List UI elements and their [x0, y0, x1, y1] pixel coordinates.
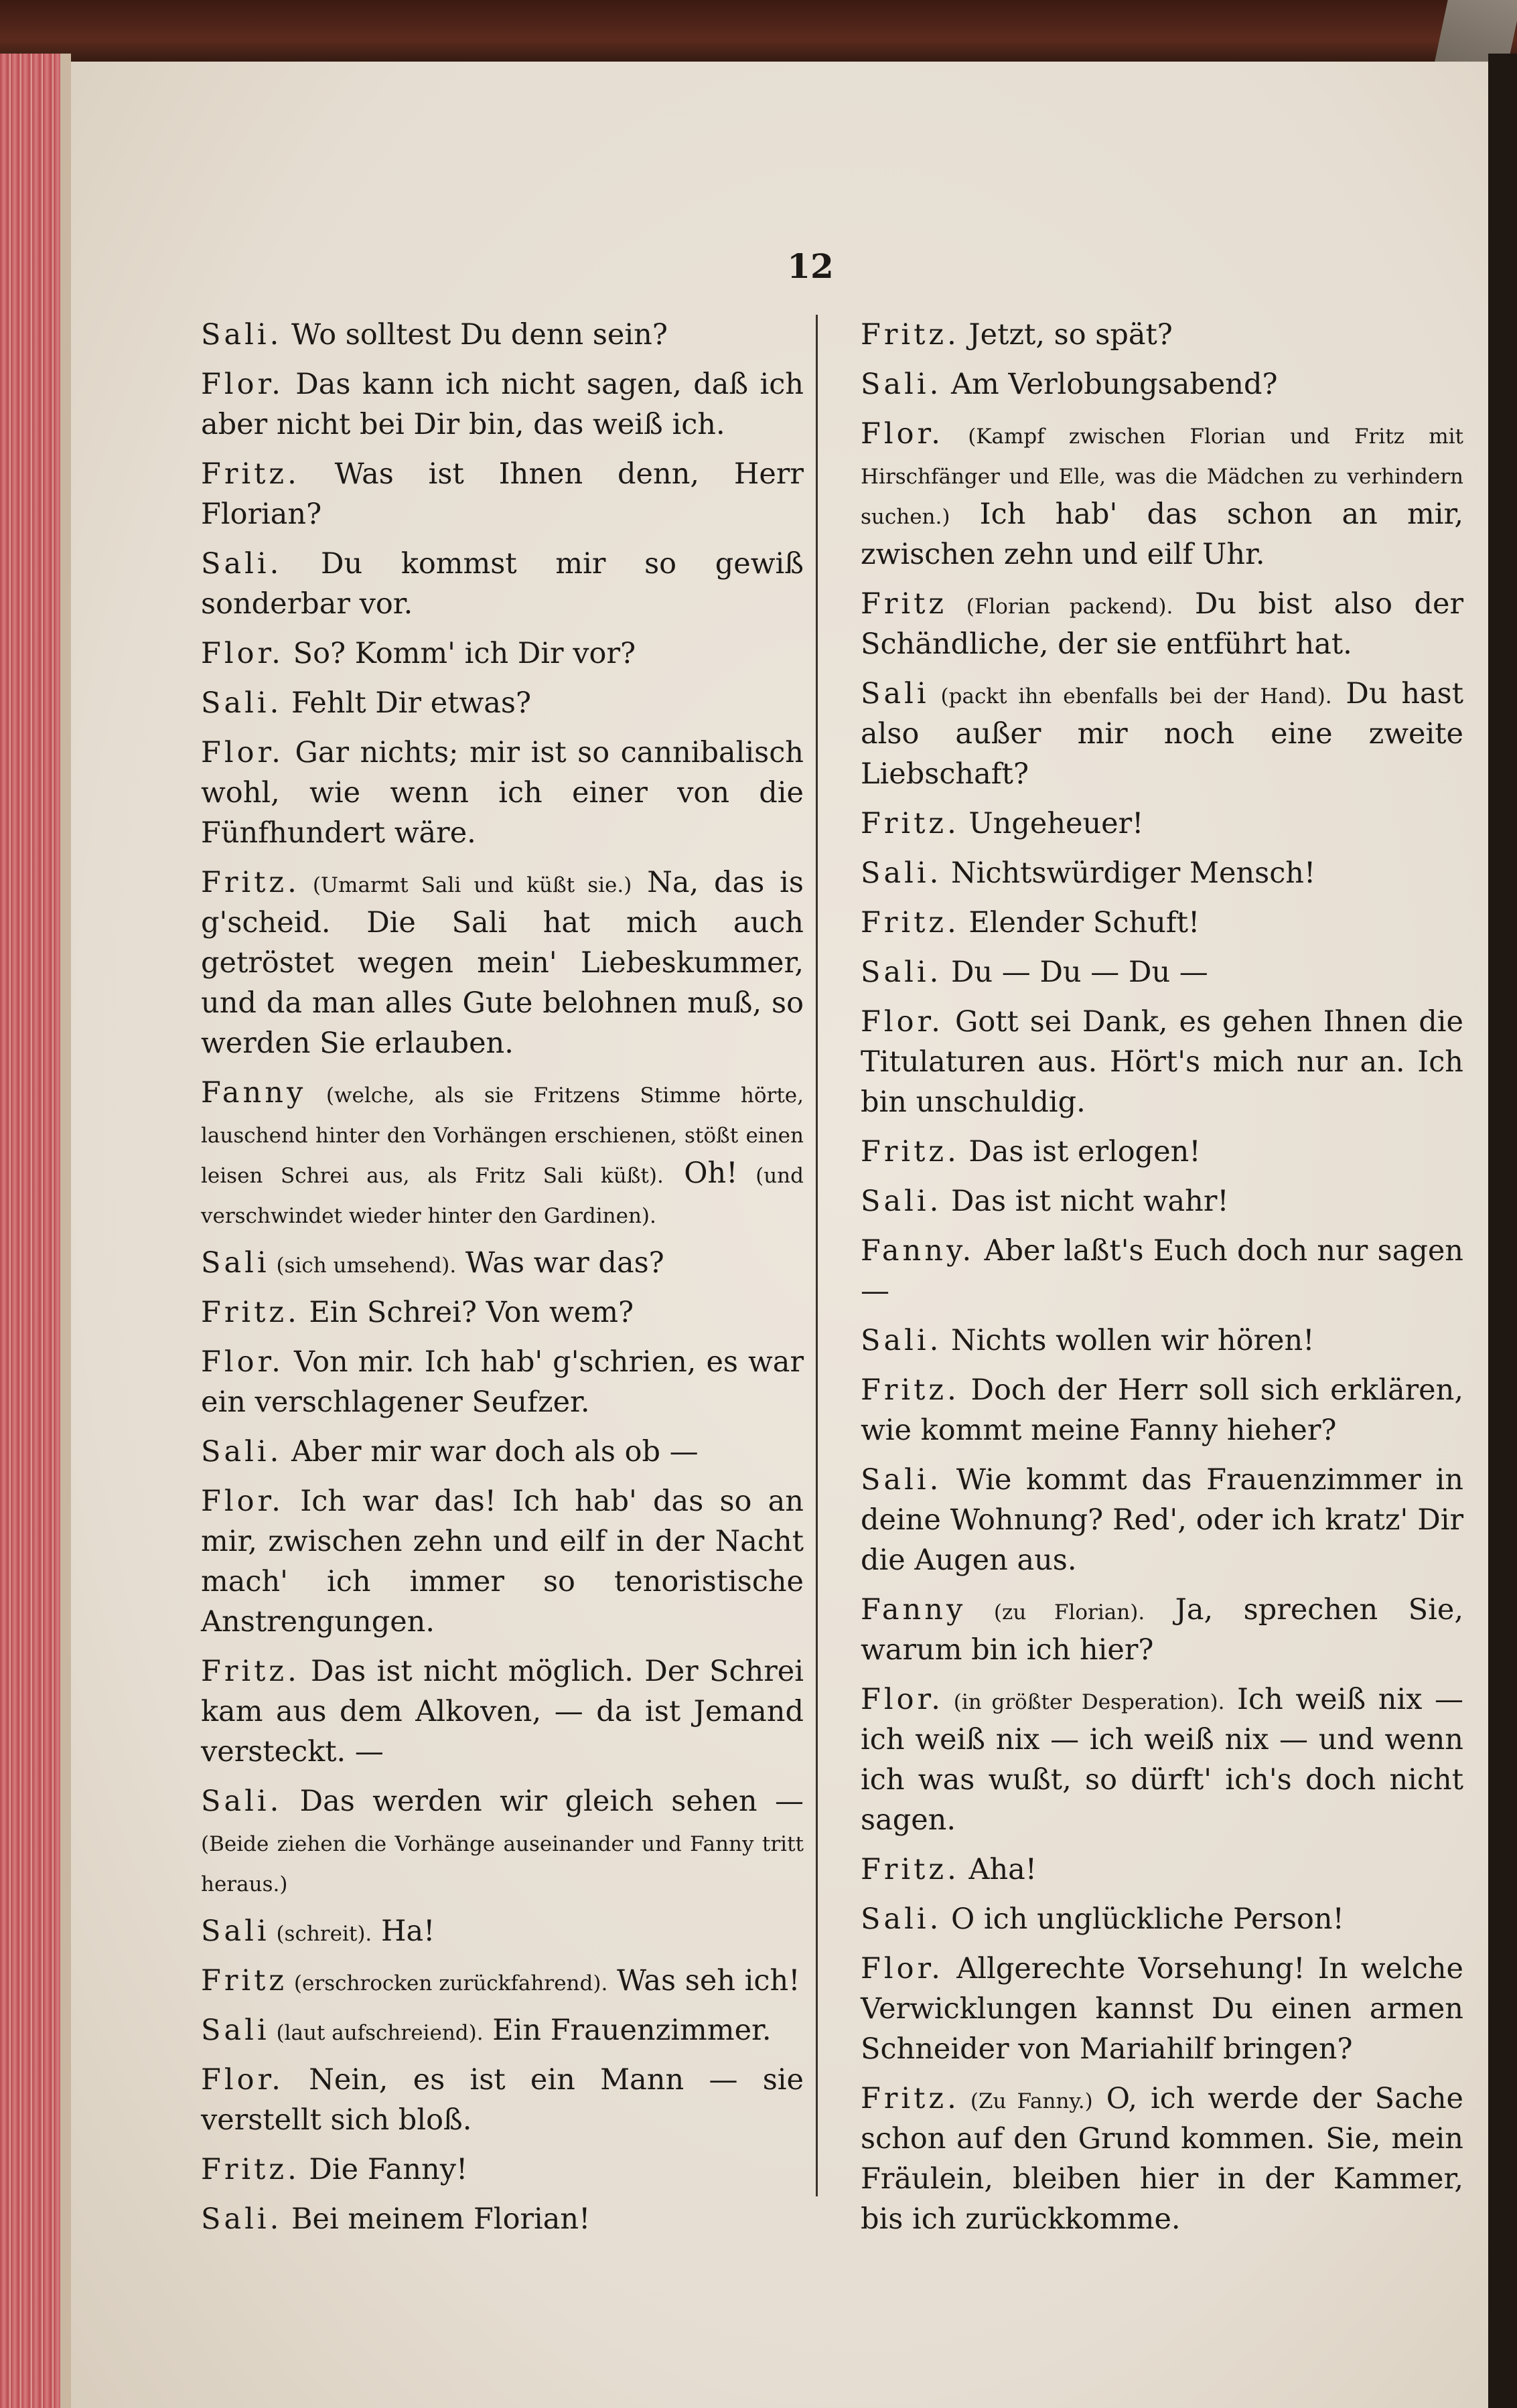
speaker-name: Flor.	[201, 736, 284, 769]
dialogue-text: Ich war das! Ich hab' das so an mir, zwischen zehn und eilf in der Nacht mach' ich immer so tenoristische Anstrengungen.	[201, 1485, 804, 1639]
speaker-name: Sali	[861, 677, 930, 710]
dialogue-line	[861, 1460, 1463, 1580]
dialogue-line	[861, 1679, 1463, 1840]
dialogue-text: Die Fanny!	[299, 2153, 468, 2186]
dialogue-text: Du bist also der Schändliche, der sie entführt hat.	[861, 587, 1463, 661]
dialogue-text: Aber mir war doch als ob —	[282, 1435, 699, 1469]
stage-direction: (Florian packend).	[947, 595, 1173, 619]
dialogue-line	[201, 1911, 804, 1951]
left-column	[201, 315, 804, 2249]
dialogue-line	[201, 1481, 804, 1642]
dialogue-line	[201, 733, 804, 853]
column-divider	[816, 315, 818, 2196]
book-cover-top	[0, 0, 1517, 67]
dialogue-text: Das ist erlogen!	[959, 1135, 1201, 1169]
stage-direction: (erschrocken zurückfahrend).	[287, 1971, 608, 1996]
dialogue-line	[201, 454, 804, 534]
page-edges-left	[0, 54, 60, 2408]
dialogue-line	[861, 1590, 1463, 1670]
dialogue-text: Sie, mein Fräulein, bleiben hier in der Kammer, bis ich zurückkomme.	[861, 2122, 1463, 2236]
speaker-name: Fanny	[861, 1593, 966, 1627]
stage-direction: (Umarmt Sali und küßt sie.)	[299, 873, 632, 897]
dialogue-text: Nichtswürdiger Mensch!	[942, 856, 1316, 890]
dialogue-line	[201, 683, 804, 723]
dialogue-text: Allgerechte Vorsehung! In welche Verwicklungen kannst Du einen armen Schneider von Mariahilf bringen?	[861, 1952, 1463, 2066]
dialogue-line	[201, 1432, 804, 1472]
stage-direction: (packt ihn ebenfalls bei der Hand).	[929, 684, 1332, 708]
dialogue-line	[201, 1243, 804, 1283]
speaker-name: Sali	[201, 1914, 270, 1948]
speaker-name: Fritz.	[201, 2153, 300, 2186]
dialogue-text: Du hast also außer mir noch eine zweite Liebschaft?	[861, 677, 1463, 791]
dialogue-text: Na, das is g'scheid. Die Sali hat mich auch getröstet wegen mein' Liebeskummer, und da man alles Gute belohnen muß, so werden Sie erlauben.	[201, 866, 804, 1060]
page-number: 12	[787, 246, 834, 286]
dialogue-text: Aber laßt's Euch doch nur sagen —	[861, 1234, 1463, 1308]
dialogue-line	[201, 2199, 804, 2239]
dialogue-line	[201, 1961, 804, 2001]
speaker-name: Fritz.	[201, 866, 300, 899]
dialogue-text: Wo solltest Du denn sein?	[282, 318, 668, 352]
dialogue-line	[861, 1949, 1463, 2069]
dialogue-line	[861, 1181, 1463, 1221]
speaker-name: Fritz	[861, 587, 948, 621]
dialogue-text: Nein, es ist ein Mann — sie verstellt sich bloß.	[201, 2063, 804, 2137]
speaker-name: Fritz.	[861, 906, 960, 939]
speaker-name: Flor.	[861, 417, 944, 451]
dialogue-text: Elender Schuft!	[959, 906, 1200, 939]
dialogue-line	[201, 2010, 804, 2050]
speaker-name: Sali.	[861, 1185, 942, 1218]
dialogue-line	[861, 414, 1463, 575]
dialogue-line	[201, 544, 804, 624]
dialogue-text: Das ist nicht wahr!	[942, 1185, 1229, 1218]
speaker-name: Fritz.	[861, 2082, 960, 2115]
speaker-name: Flor.	[201, 368, 284, 401]
dialogue-line	[201, 1651, 804, 1772]
speaker-name: Sali.	[201, 2202, 283, 2236]
dialogue-text: Ein Schrei? Von wem?	[299, 1296, 634, 1329]
dialogue-line	[861, 804, 1463, 844]
dialogue-text: Oh!	[663, 1156, 738, 1190]
speaker-name: Sali	[201, 2014, 270, 2047]
speaker-name: Fanny.	[861, 1234, 975, 1268]
dialogue-text: O, ich werde der Sache schon auf den Grund kommen.	[861, 2082, 1463, 2156]
stage-direction: (und verschwindet wieder hinter den Gardinen).	[201, 1164, 804, 1228]
stage-direction: (Kampf zwischen Florian und Fritz mit Hirschfänger und Elle, was die Mädchen zu verhindern suchen.)	[861, 425, 1463, 529]
dialogue-line	[861, 1370, 1463, 1450]
speaker-name: Sali.	[861, 368, 942, 401]
dialogue-text: Du — Du — Du —	[942, 956, 1208, 989]
dialogue-text: Ha!	[372, 1914, 435, 1948]
dialogue-line	[201, 862, 804, 1063]
speaker-name: Sali.	[861, 956, 942, 989]
dialogue-line	[861, 674, 1463, 794]
speaker-name: Flor.	[201, 637, 284, 670]
binding-gutter	[60, 54, 71, 2408]
stage-direction: (Beide ziehen die Vorhänge auseinander und Fanny tritt heraus.)	[201, 1832, 804, 1896]
dialogue-text: Fehlt Dir etwas?	[282, 686, 532, 720]
dialogue-text: Am Verlobungsabend?	[942, 368, 1278, 401]
dialogue-text: Gott sei Dank, es gehen Ihnen die Titulaturen aus. Hört's mich nur an. Ich bin unschuldig.	[861, 1005, 1463, 1119]
dialogue-line	[861, 1850, 1463, 1890]
dialogue-text: Das kann ich nicht sagen, daß ich aber nicht bei Dir bin, das weiß ich.	[201, 368, 804, 441]
speaker-name: Sali.	[201, 686, 283, 720]
speaker-name: Sali.	[201, 1435, 283, 1469]
dialogue-line	[861, 2079, 1463, 2239]
speaker-name: Fritz.	[201, 1655, 300, 1688]
dialogue-text: Nichts wollen wir hören!	[942, 1324, 1315, 1357]
speaker-name: Sali.	[861, 1463, 942, 1497]
dialogue-line	[201, 1342, 804, 1422]
speaker-name: Fritz.	[861, 318, 960, 352]
speaker-name: Sali.	[861, 1902, 942, 1936]
stage-direction: (in größter Desperation).	[943, 1690, 1225, 1714]
speaker-name: Flor.	[201, 1345, 284, 1379]
dialogue-line	[861, 1899, 1463, 1939]
dialogue-text: Ich weiß nix — ich weiß nix — ich weiß nix — und wenn ich was wußt, so dürft' ich's doch nicht sagen.	[861, 1683, 1463, 1837]
dialogue-line	[201, 2150, 804, 2190]
stage-direction: (Zu Fanny.)	[959, 2089, 1093, 2113]
dialogue-line	[861, 1321, 1463, 1361]
speaker-name: Flor.	[861, 1005, 944, 1039]
dialogue-line	[201, 1073, 804, 1233]
dialogue-text: Aha!	[959, 1853, 1037, 1886]
speaker-name: Sali	[201, 1246, 270, 1280]
speaker-name: Fanny	[201, 1076, 307, 1110]
stage-direction: (laut aufschreiend).	[269, 2021, 484, 2045]
dialogue-line	[861, 1231, 1463, 1311]
dialogue-line	[201, 1292, 804, 1333]
dialogue-text: O ich unglückliche Person!	[942, 1902, 1344, 1936]
dialogue-text: Gar nichts; mir ist so cannibalisch wohl, wie wenn ich einer von die Fünfhundert wäre.	[201, 736, 804, 850]
dialogue-line	[201, 364, 804, 445]
dialogue-text: Du kommst mir so gewiß sonderbar vor.	[201, 547, 804, 621]
dialogue-text: Ja, sprechen Sie, warum bin ich hier?	[861, 1593, 1463, 1667]
speaker-name: Sali.	[201, 318, 283, 352]
dialogue-line	[861, 903, 1463, 943]
dialogue-text: Das ist nicht möglich. Der Schrei kam aus dem Alkoven, — da ist Jemand versteckt. —	[201, 1655, 804, 1769]
speaker-name: Fritz.	[861, 1853, 960, 1886]
speaker-name: Flor.	[861, 1683, 944, 1716]
dialogue-line	[201, 633, 804, 674]
dialogue-line	[861, 1132, 1463, 1172]
stage-direction: (sich umsehend).	[269, 1254, 457, 1278]
speaker-name: Flor.	[861, 1952, 944, 1985]
dialogue-text: Was seh ich!	[607, 1964, 800, 1998]
speaker-name: Fritz.	[861, 807, 960, 840]
speaker-name: Sali.	[201, 547, 283, 581]
right-column	[861, 315, 1463, 2249]
speaker-name: Flor.	[201, 1485, 284, 1518]
dialogue-line	[861, 1002, 1463, 1122]
speaker-name: Fritz.	[861, 1373, 960, 1407]
dialogue-text: Ungeheuer!	[959, 807, 1144, 840]
speaker-name: Fritz.	[201, 1296, 300, 1329]
speaker-name: Flor.	[201, 2063, 284, 2097]
dialogue-line	[861, 853, 1463, 893]
dialogue-line	[201, 315, 804, 355]
stage-direction: (welche, als sie Fritzens Stimme hörte, lauschend hinter den Vorhängen erschienen, stößt einen leisen Schrei aus, als Fritz Sali küßt).	[201, 1083, 804, 1188]
book-cover-right	[1488, 54, 1517, 2408]
speaker-name: Sali.	[201, 1785, 283, 1818]
dialogue-text: So? Komm' ich Dir vor?	[283, 637, 636, 670]
dialogue-text: Ich hab' das schon an mir, zwischen zehn und eilf Uhr.	[861, 498, 1463, 571]
dialogue-line	[201, 2060, 804, 2140]
stage-direction: (schreit).	[269, 1922, 372, 1946]
dialogue-line	[861, 315, 1463, 355]
dialogue-line	[201, 1781, 804, 1902]
speaker-name: Fritz.	[201, 457, 300, 491]
dialogue-text: Wie kommt das Frauenzimmer in deine Wohnung? Red', oder ich kratz' Dir die Augen aus.	[861, 1463, 1463, 1577]
stage-direction: (zu Florian).	[966, 1600, 1145, 1625]
dialogue-text: Doch der Herr soll sich erklären, wie kommt meine Fanny hieher?	[861, 1373, 1463, 1447]
dialogue-text: Was ist Ihnen denn, Herr Florian?	[201, 457, 804, 531]
speaker-name: Sali.	[861, 1324, 942, 1357]
dialogue-text: Bei meinem Florian!	[282, 2202, 591, 2236]
dialogue-text: Von mir. Ich hab' g'schrien, es war ein verschlagener Seufzer.	[201, 1345, 804, 1419]
dialogue-text: Jetzt, so spät?	[959, 318, 1173, 352]
speaker-name: Fritz.	[861, 1135, 960, 1169]
dialogue-line	[861, 364, 1463, 404]
dialogue-text: Ein Frauenzimmer.	[483, 2014, 772, 2047]
speaker-name: Fritz	[201, 1964, 288, 1998]
dialogue-line	[861, 952, 1463, 992]
speaker-name: Sali.	[861, 856, 942, 890]
dialogue-line	[861, 584, 1463, 664]
dialogue-text: Was war das?	[456, 1246, 664, 1280]
dialogue-text: Das werden wir gleich sehen —	[282, 1785, 804, 1818]
